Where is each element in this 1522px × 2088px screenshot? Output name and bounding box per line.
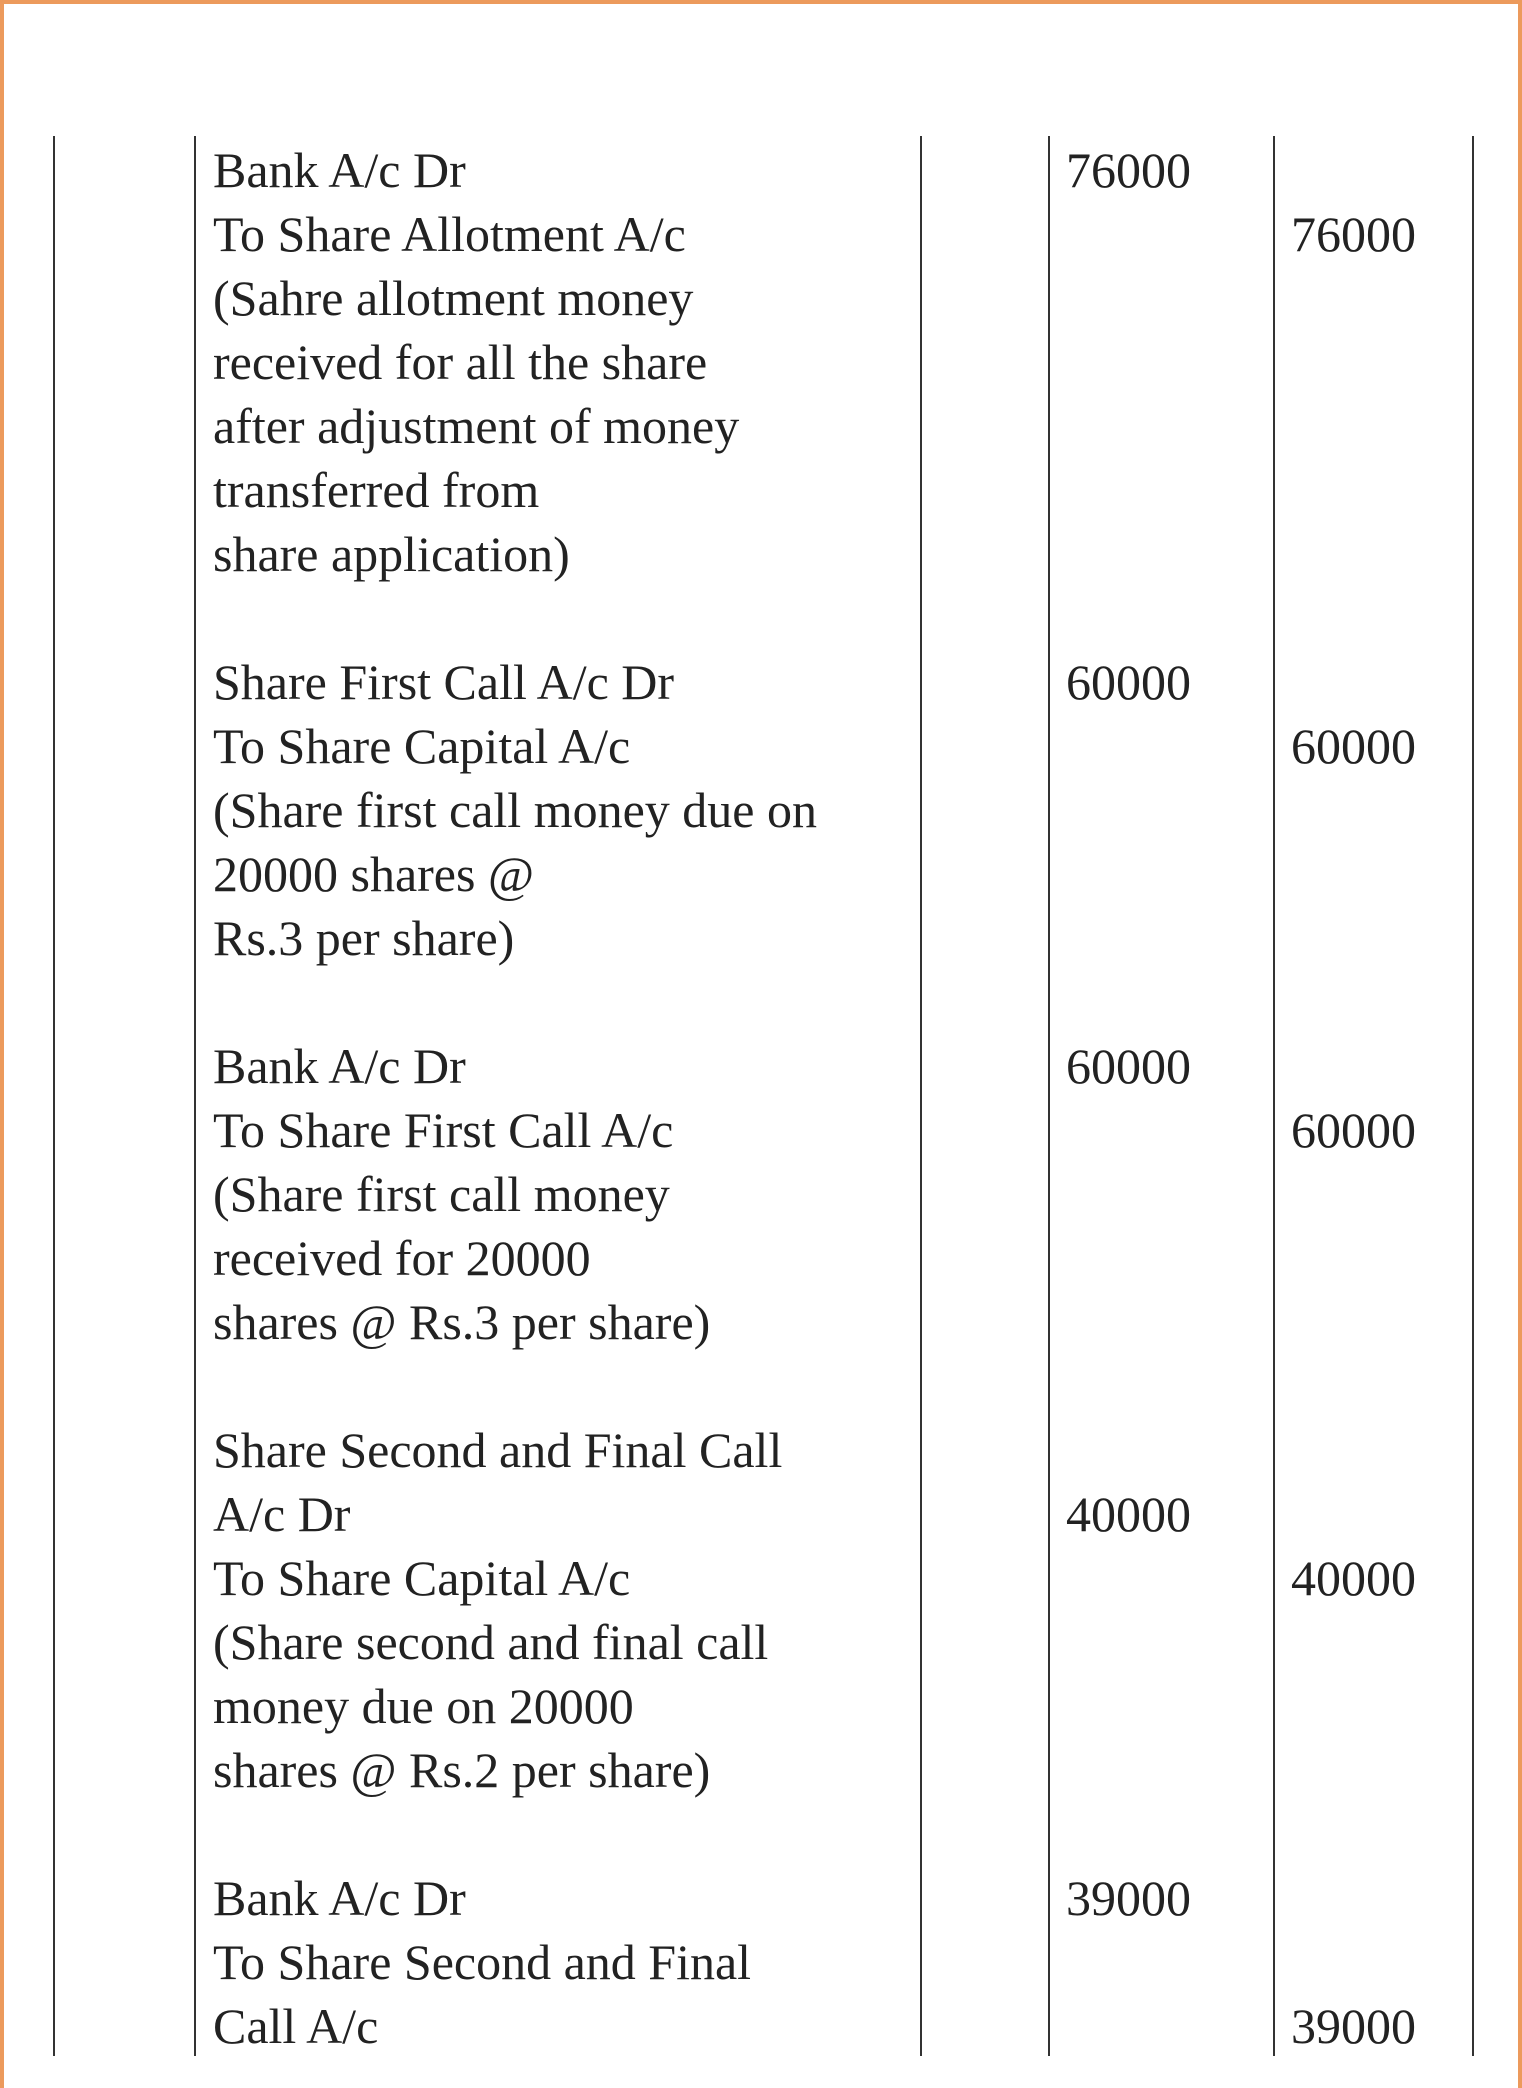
credit-account-line: To Share Allotment A/c (213, 206, 686, 262)
credit-amount: 39000 (1291, 1998, 1416, 2054)
narration-line: received for 20000 (213, 1230, 591, 1286)
debit-account-line: Bank A/c Dr (213, 1038, 466, 1094)
narration-line: Rs.3 per share) (213, 910, 515, 966)
debit-account-line: Share First Call A/c Dr (213, 654, 675, 710)
rule-particulars-right (920, 136, 922, 2056)
narration-line: (Sahre allotment money (213, 270, 694, 326)
debit-account-line: Bank A/c Dr (213, 1870, 466, 1926)
credit-amount: 60000 (1291, 1102, 1416, 1158)
rule-lf-right (1048, 136, 1050, 2056)
narration-line: 20000 shares @ (213, 846, 534, 902)
debit-amount: 60000 (1066, 1038, 1191, 1094)
debit-account-line: Bank A/c Dr (213, 142, 466, 198)
credit-account-line: To Share Second and Final (213, 1934, 752, 1990)
rule-date-left (53, 136, 55, 2056)
narration-line: shares @ Rs.2 per share) (213, 1742, 711, 1798)
narration-line: money due on 20000 (213, 1678, 634, 1734)
rule-date-right (194, 136, 196, 2056)
credit-amount: 60000 (1291, 718, 1416, 774)
credit-account-line: To Share First Call A/c (213, 1102, 674, 1158)
narration-line: share application) (213, 526, 570, 582)
narration-line: after adjustment of money (213, 398, 740, 454)
narration-line: received for all the share (213, 334, 708, 390)
credit-account-line: To Share Capital A/c (213, 1550, 631, 1606)
narration-line: (Share second and final call (213, 1614, 769, 1670)
narration-line: transferred from (213, 462, 540, 518)
credit-account-line: Call A/c (213, 1998, 379, 2054)
debit-account-line: Share Second and Final Call (213, 1422, 783, 1478)
credit-amount: 76000 (1291, 206, 1416, 262)
debit-amount: 39000 (1066, 1870, 1191, 1926)
debit-account-line: A/c Dr (213, 1486, 351, 1542)
narration-line: (Share first call money due on (213, 782, 817, 838)
debit-amount: 40000 (1066, 1486, 1191, 1542)
credit-amount: 40000 (1291, 1550, 1416, 1606)
rule-credit-right (1472, 136, 1474, 2056)
credit-account-line: To Share Capital A/c (213, 718, 631, 774)
narration-line: (Share first call money (213, 1166, 670, 1222)
narration-line: shares @ Rs.3 per share) (213, 1294, 711, 1350)
debit-amount: 76000 (1066, 142, 1191, 198)
debit-amount: 60000 (1066, 654, 1191, 710)
rule-debit-right (1273, 136, 1275, 2056)
